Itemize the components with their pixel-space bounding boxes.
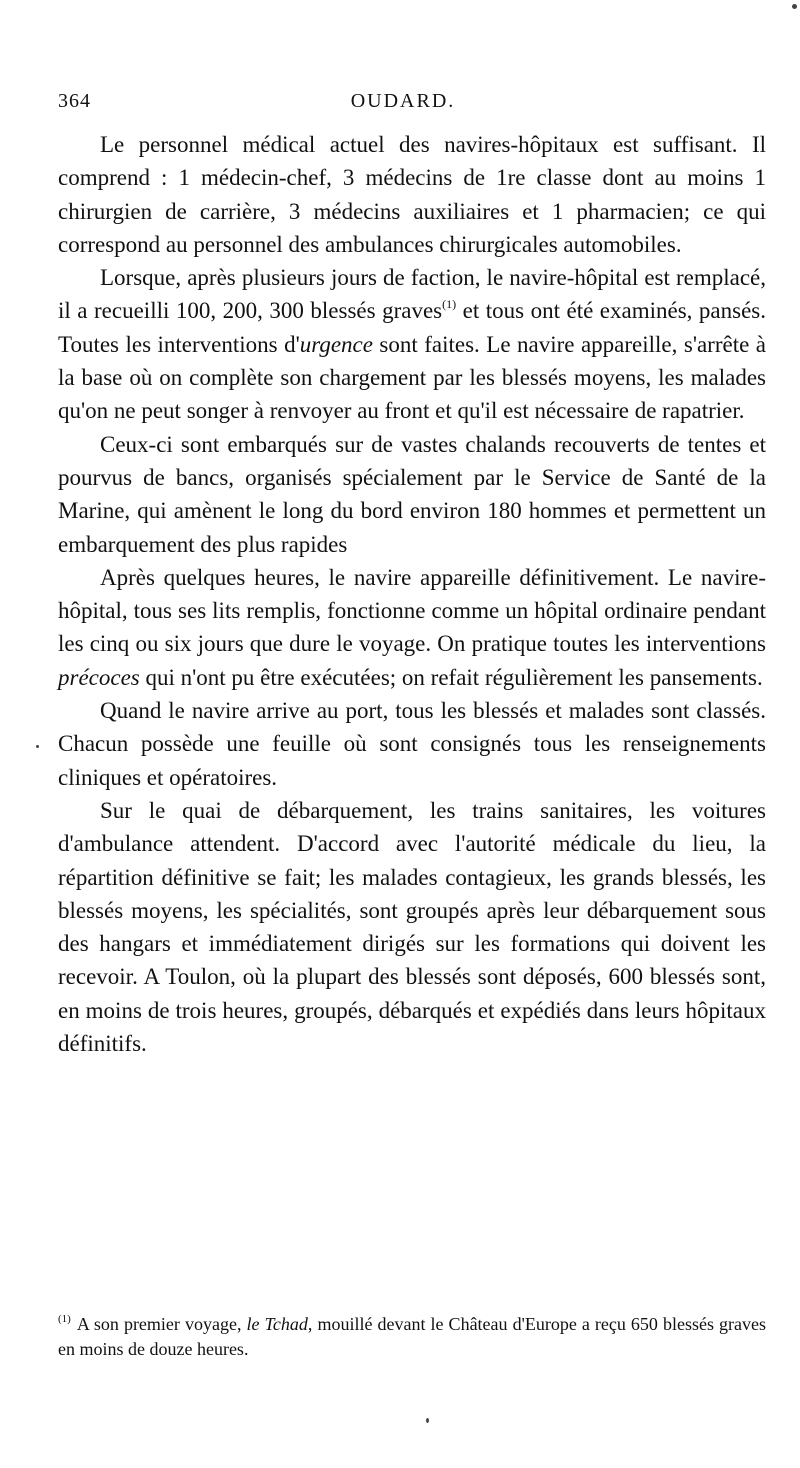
footnote-text: , mouillé devant le Château d'Europe a reçu 650 blessés graves en moins de douze heures. bbox=[58, 1314, 766, 1359]
footnote-text: A son premier voyage, bbox=[76, 1314, 247, 1334]
italic-ship-name: le Tchad bbox=[246, 1314, 308, 1334]
page-number: 364 bbox=[58, 90, 91, 112]
paragraph-text: sont faites. Le navire appareille, s'arrête à la base où on complète son chargement par les blessés moyens, les malades qu'on ne peut songer à renvoyer au front et qu'il est nécessaire de rapatrier. bbox=[58, 331, 766, 424]
paragraph-text: Lorsque, après plusieurs jours de faction, le navire-hôpital est remplacé, il a recueilli 100, 200, 300 blessés graves bbox=[58, 265, 766, 324]
footnotes bbox=[58, 1312, 766, 1362]
ink-speck bbox=[36, 745, 39, 748]
paragraph-arrival: Quand le navire arrive au port, tous les blessés et malades sont classés. Chacun possède une feuille où sont consignés tous les renseignements cliniques et opératoires. bbox=[58, 698, 766, 790]
italic-term: précoces bbox=[58, 664, 140, 690]
paragraph-text: qui n'ont pu être exécutées; on refait régulièrement les pansements. bbox=[139, 664, 763, 690]
footnote-mark: (1) bbox=[58, 1313, 71, 1325]
running-head: OUDARD. bbox=[350, 90, 456, 112]
ink-speck bbox=[792, 4, 797, 9]
italic-term: urgence bbox=[299, 331, 373, 357]
paragraph-disembarkation: Sur le quai de débarquement, les trains sanitaires, les voitures d'ambulance attendent. D'accord avec l'autorité médicale du lieu, la répartition définitive se fait; les malades contagieux, les grands blessés, les blessés moyens, les spécialités, sont groupés après leur débarquement sous des hangars et immédiatement dirigés sur les formations qui doivent les recevoir. A Toulon, où la plupart des blessés sont déposés, 600 blessés sont, en moins de trois heures, groupés, débarqués et expédiés dans leurs hôpitaux définitifs. bbox=[58, 797, 766, 1057]
paragraph-barges: Ceux-ci sont embarqués sur de vastes chalands recouverts de tentes et pourvus de bancs, organisés spécialement par le Service de Santé de la Marine, qui amènent le long du bord environ 180 hommes et permettent un embarquement des plus rapides bbox=[58, 431, 766, 557]
paragraph-ship-relieved bbox=[58, 261, 766, 427]
paragraph-voyage bbox=[58, 561, 766, 694]
paragraph-text: Après quelques heures, le navire appareille définitivement. Le navire-hôpital, tous ses lits remplis, fonctionne comme un hôpital ordinaire pendant les cinq ou six jours que dure le voyage. On pratique toutes les interventions bbox=[58, 564, 766, 657]
paragraph-text: et tous ont été examinés, pansés. Toutes les interventions d' bbox=[58, 298, 766, 357]
footnote-reference: (1) bbox=[442, 297, 457, 312]
ink-speck bbox=[426, 1418, 429, 1423]
body-text bbox=[58, 128, 766, 1060]
footnote bbox=[58, 1312, 766, 1362]
page-header bbox=[58, 90, 748, 118]
paragraph-medical-staff: Le personnel médical actuel des navires-hôpitaux est suffisant. Il comprend : 1 médecin-chef, 3 médecins de 1re classe dont au moins 1 chirurgien de carrière, 3 médecins auxiliaires et 1 pharmacien; ce qui correspond au personnel des ambulances chirurgicales automobiles. bbox=[58, 132, 766, 257]
